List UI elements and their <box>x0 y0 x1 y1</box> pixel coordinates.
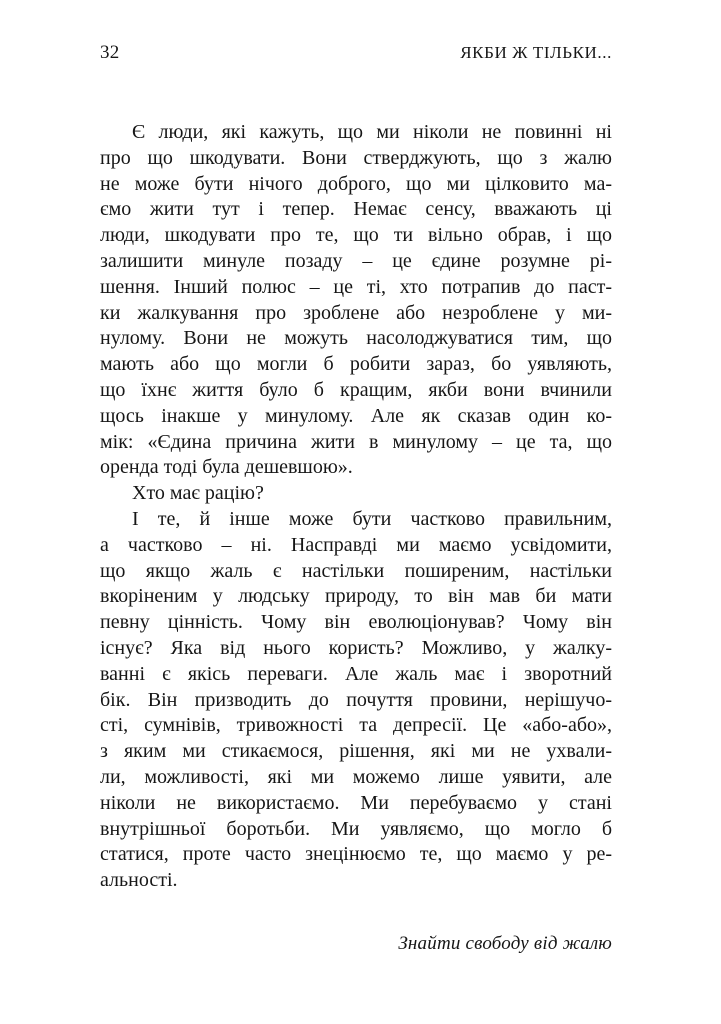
text-line: Є люди, які кажуть, що ми ніколи не повинні ні <box>132 121 612 143</box>
text-line: залишити минуле позаду – це єдине розумне рі- <box>100 249 612 272</box>
text-line: статися, проте часто знецінюємо те, що маємо у ре- <box>100 843 612 866</box>
text-line: сті, сумнівів, тривожності та депресії. Це «або-або», <box>100 714 612 737</box>
text-line: внутрішньої боротьби. Ми уявляємо, що могло б <box>100 817 612 840</box>
text-line: не може бути нічого доброго, що ми цілковито ма- <box>100 172 612 195</box>
text-line: ли, можливості, які ми можемо лише уявити, але <box>100 765 612 788</box>
text-line: ванні є якісь переваги. Але жаль має і зворотний <box>100 662 612 685</box>
paragraph <box>100 507 612 894</box>
text-line: про що шкодувати. Вони стверджують, що з жалю <box>100 146 612 169</box>
body-text <box>100 120 612 894</box>
footer-text: Знайти свободу від жалю <box>398 933 612 954</box>
text-line: мік: «Єдина причина жити в минулому – це та, що <box>100 430 612 453</box>
text-line: бік. Він призводить до почуття провини, нерішучо- <box>100 688 612 711</box>
text-line: нулому. Вони не можуть насолоджуватися тим, що <box>100 327 612 350</box>
text-line: мають або що могли б робити зараз, бо уявляють, <box>100 353 612 376</box>
text-line: оренда тоді була дешевшою». <box>100 456 353 479</box>
text-line: щось інакше у минулому. Але як сказав один ко- <box>100 404 612 427</box>
text-line: певну цінність. Чому він еволюціонував? Чому він <box>100 611 612 634</box>
text-line: що їхнє життя було б кращим, якби вони вчинили <box>100 378 612 401</box>
paragraph <box>100 120 612 481</box>
text-line: Хто має рацію? <box>132 482 264 505</box>
text-line: з яким ми стикаємося, рішення, які ми не ухвали- <box>100 740 612 763</box>
text-line: альності. <box>100 869 178 892</box>
paragraph <box>100 481 612 507</box>
text-line: що якщо жаль є настільки поширеним, настільки <box>100 559 612 582</box>
text-line: ємо жити тут і тепер. Немає сенсу, вважають ці <box>100 198 612 221</box>
text-line: І те, й інше може бути частково правильним, <box>132 507 612 530</box>
text-line: вкоріненим у людську природу, то він мав би мати <box>100 585 612 608</box>
page-number: 32 <box>100 42 120 63</box>
text-line: ніколи не використаємо. Ми перебуваємо у стані <box>100 791 612 814</box>
page-header <box>100 42 612 64</box>
text-line: шення. Інший полюс – це ті, хто потрапив до паст- <box>100 275 612 298</box>
running-header: ЯКБИ Ж ТІЛЬКИ... <box>460 43 612 62</box>
text-line: існує? Яка від нього користь? Можливо, у жалку- <box>100 636 612 659</box>
text-line: люди, шкодувати про те, що ти вільно обрав, і що <box>100 224 612 247</box>
text-line: а частково – ні. Насправді ми маємо усвідомити, <box>100 533 612 556</box>
text-line: ки жалкування про зроблене або незроблене у ми- <box>100 301 612 324</box>
